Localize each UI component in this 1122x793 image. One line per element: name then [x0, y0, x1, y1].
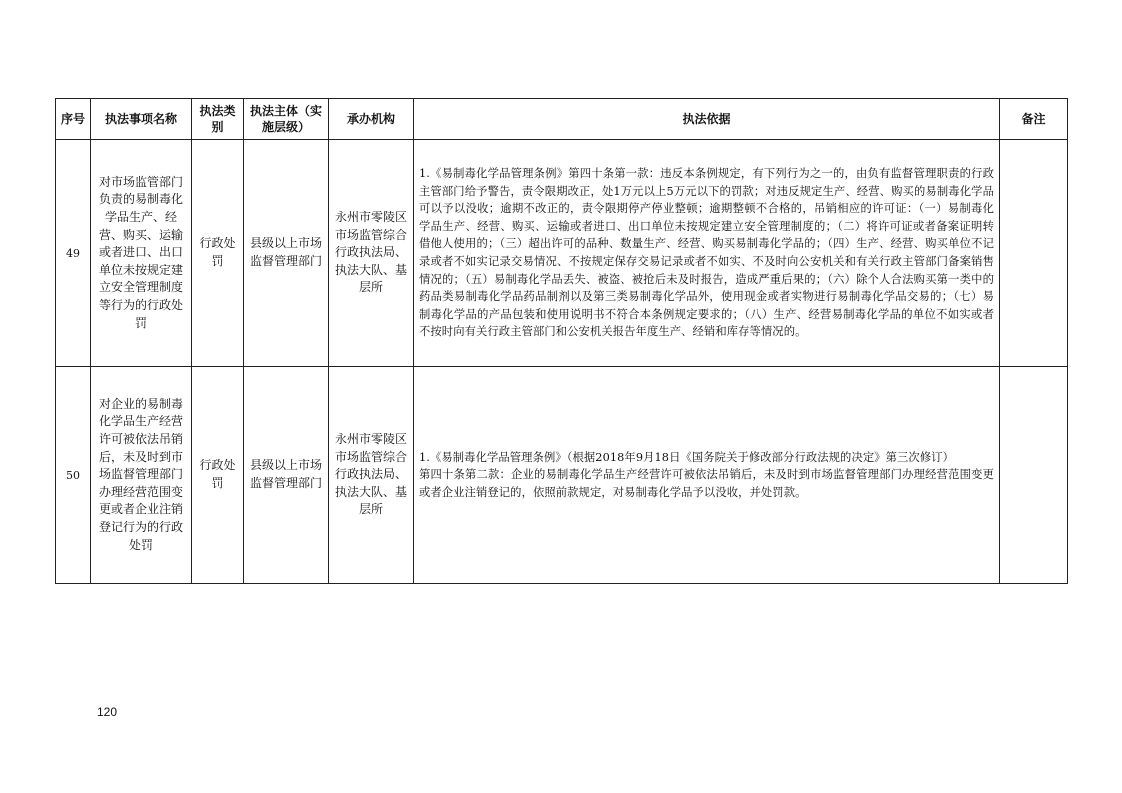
row-agency: 永州市零陵区市场监管综合行政执法局、执法大队、基层所: [329, 140, 414, 367]
row-agency: 永州市零陵区市场监管综合行政执法局、执法大队、基层所: [329, 367, 414, 584]
header-remarks: 备注: [1000, 99, 1068, 140]
row-item-name: 对市场监管部门负责的易制毒化学品生产、经营、购买、运输或者进口、出口单位未按规定建立安全管理制度等行为的行政处罚: [91, 140, 192, 367]
page-number: 120: [97, 705, 118, 719]
header-item-name: 执法事项名称: [91, 99, 192, 140]
row-seq: 50: [56, 367, 91, 584]
row-basis: 1.《易制毒化学品管理条例》（根据2018年9月18日《国务院关于修改部分行政法规的决定》第三次修订） 第四十条第二款：企业的易制毒化学品生产经营许可被依法吊销后，未及时到市场监督管理部门办理经营范围变更或者企业注销登记的，依照前款规定，对易制毒化学品予以没收，并处罚款。: [414, 367, 1000, 584]
row-subject: 县级以上市场监督管理部门: [244, 367, 329, 584]
row-basis: 1.《易制毒化学品管理条例》第四十条第一款：违反本条例规定，有下列行为之一的，由负有监督管理职责的行政主管部门给予警告，责令限期改正，处1万元以上5万元以下的罚款；对违反规定生产、经营、购买的易制毒化学品可以予以没收；逾期不改正的，责令限期停产停业整顿；逾期整顿不合格的，吊销相应的许可证：（一）易制毒化学品生产、经营、购买、运输或者进口、出口单位未按规定建立安全管理制度的；（二）将许可证或者备案证明转借他人使用的；（三）超出许可的品种、数量生产、经营、购买易制毒化学品的；（四）生产、经营、购买单位不记录或者不如实记录交易情况、不按规定保存交易记录或者不如实、不及时向公安机关和有关行政主管部门备案销售情况的；（五）易制毒化学品丢失、被盗、被抢后未及时报告，造成严重后果的；（六）除个人合法购买第一类中的药品类易制毒化学品药品制剂以及第三类易制毒化学品外，使用现金或者实物进行易制毒化学品交易的；（七）易制毒化学品的产品包装和使用说明书不符合本条例规定要求的；（八）生产、经营易制毒化学品的单位不如实或者不按时向有关行政主管部门和公安机关报告年度生产、经销和库存等情况的。: [414, 140, 1000, 367]
header-category: 执法类别: [192, 99, 244, 140]
header-seq: 序号: [56, 99, 91, 140]
enforcement-items-table: [55, 98, 1068, 584]
row-seq: 49: [56, 140, 91, 367]
row-category: 行政处罚: [192, 140, 244, 367]
header-subject: 执法主体（实施层级）: [244, 99, 329, 140]
row-category: 行政处罚: [192, 367, 244, 584]
row-item-name: 对企业的易制毒化学品生产经营许可被依法吊销后，未及时到市场监督管理部门办理经营范围变更或者企业注销登记行为的行政处罚: [91, 367, 192, 584]
table-row: [56, 367, 1068, 584]
header-agency: 承办机构: [329, 99, 414, 140]
table-row: [56, 140, 1068, 367]
row-remarks: [1000, 367, 1068, 584]
row-remarks: [1000, 140, 1068, 367]
table-header-row: [56, 99, 1068, 140]
header-basis: 执法依据: [414, 99, 1000, 140]
row-subject: 县级以上市场监督管理部门: [244, 140, 329, 367]
